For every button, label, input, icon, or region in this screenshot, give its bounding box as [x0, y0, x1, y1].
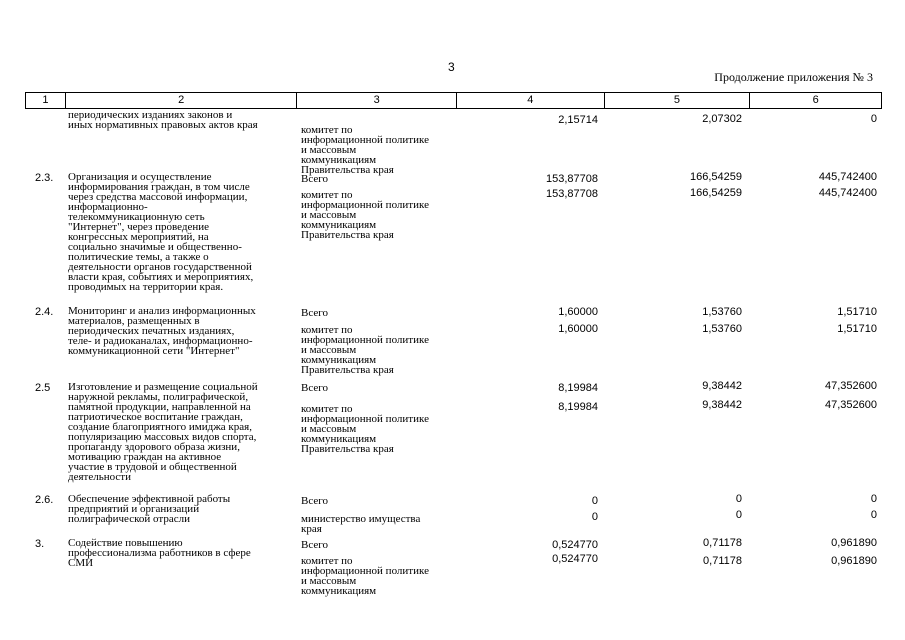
row-description: Мониторинг и анализ информационных материалов, размещенных в периодических печатных изданиях, теле- и радиоканалах, информационно- коммуникационной сети "Интернет"	[68, 305, 256, 357]
table-header	[25, 92, 882, 109]
row-description: Обеспечение эффективной работы предприятий и организаций полиграфической отрасли	[68, 493, 231, 525]
value-cell: 47,352600	[825, 380, 877, 392]
value-cell: 0	[591, 495, 598, 507]
value-cell: 0	[870, 509, 877, 521]
header-cell: 4	[457, 93, 605, 108]
row-number: 2.5	[35, 382, 51, 394]
value-cell: 1,60000	[558, 323, 598, 335]
value-cell: 1,51710	[837, 323, 877, 335]
row-subject: Всего	[301, 495, 328, 507]
value-cell: 8,19984	[558, 401, 598, 413]
row-number: 2.4.	[35, 306, 54, 318]
row-description: Содействие повышению профессионализма работников в сфере СМИ	[68, 537, 251, 569]
row-subject: министерство имущества края	[301, 513, 421, 535]
value-cell: 2,07302	[702, 113, 742, 125]
row-number: 2.6.	[35, 494, 54, 506]
header-cell: 1	[26, 93, 66, 108]
value-cell: 0	[591, 511, 598, 523]
row-description: периодических изданиях законов и иных нормативных правовых актов края	[68, 109, 258, 131]
value-cell: 0,961890	[831, 537, 877, 549]
value-cell: 0	[870, 493, 877, 505]
row-subject: Всего	[301, 173, 328, 185]
value-cell: 445,742400	[818, 171, 877, 183]
row-subject: комитет по информационной политике и массовым коммуникациям Правительства края	[301, 403, 429, 455]
page-number: 3	[448, 60, 455, 74]
row-subject: Всего	[301, 307, 328, 319]
row-subject: комитет по информационной политике и массовым коммуникациям Правительства края	[301, 124, 429, 176]
value-cell: 0,961890	[831, 555, 877, 567]
row-number: 2.3.	[35, 172, 54, 184]
value-cell: 0,524770	[552, 539, 598, 551]
value-cell: 166,54259	[690, 187, 742, 199]
row-subject: Всего	[301, 382, 328, 394]
value-cell: 0	[735, 493, 742, 505]
header-cell: 3	[297, 93, 457, 108]
header-cell: 2	[66, 93, 297, 108]
row-description: Организация и осуществление информирования граждан, в том числе через средства массовой информации, информационно- телекоммуникационную сеть "Интернет", через проведение конгрессных мероприятий, на социально значимые и общественно- политические темы, а также о деятельности органов государственной власти края, событиях и мероприятиях, проводимых на территории края.	[68, 171, 254, 293]
value-cell: 1,60000	[558, 306, 598, 318]
value-cell: 47,352600	[825, 399, 877, 411]
header-cell: 6	[812, 94, 819, 106]
value-cell: 0	[870, 113, 877, 125]
header-cell: 5	[605, 93, 751, 108]
value-cell: 9,38442	[702, 380, 742, 392]
value-cell: 0	[735, 509, 742, 521]
row-subject: Всего	[301, 539, 328, 551]
value-cell: 8,19984	[558, 382, 598, 394]
value-cell: 2,15714	[558, 114, 598, 126]
value-cell: 0,71178	[703, 537, 742, 549]
row-subject: комитет по информационной политике и массовым коммуникациям	[301, 555, 429, 597]
value-cell: 1,53760	[702, 306, 742, 318]
value-cell: 0,524770	[552, 553, 598, 565]
row-description: Изготовление и размещение социальной наружной рекламы, полиграфической, памятной продукции, направленной на патриотическое воспитание граждан, создание благоприятного имиджа края, популяризацию массовых видов спорта, пропаганду здорового образа жизни, мотивацию граждан на активное участие в трудовой и общественной деятельности	[68, 381, 258, 483]
value-cell: 166,54259	[690, 171, 742, 183]
value-cell: 153,87708	[546, 188, 598, 200]
value-cell: 1,53760	[702, 323, 742, 335]
continuation-caption: Продолжение приложения № 3	[714, 70, 873, 84]
value-cell: 9,38442	[702, 399, 742, 411]
value-cell: 445,742400	[818, 187, 877, 199]
value-cell: 153,87708	[546, 173, 598, 185]
row-subject: комитет по информационной политике и массовым коммуникациям Правительства края	[301, 324, 429, 376]
value-cell: 1,51710	[837, 306, 877, 318]
row-subject: комитет по информационной политике и массовым коммуникациям Правительства края	[301, 189, 429, 241]
value-cell: 0,71178	[703, 555, 742, 567]
row-number: 3.	[35, 538, 45, 550]
